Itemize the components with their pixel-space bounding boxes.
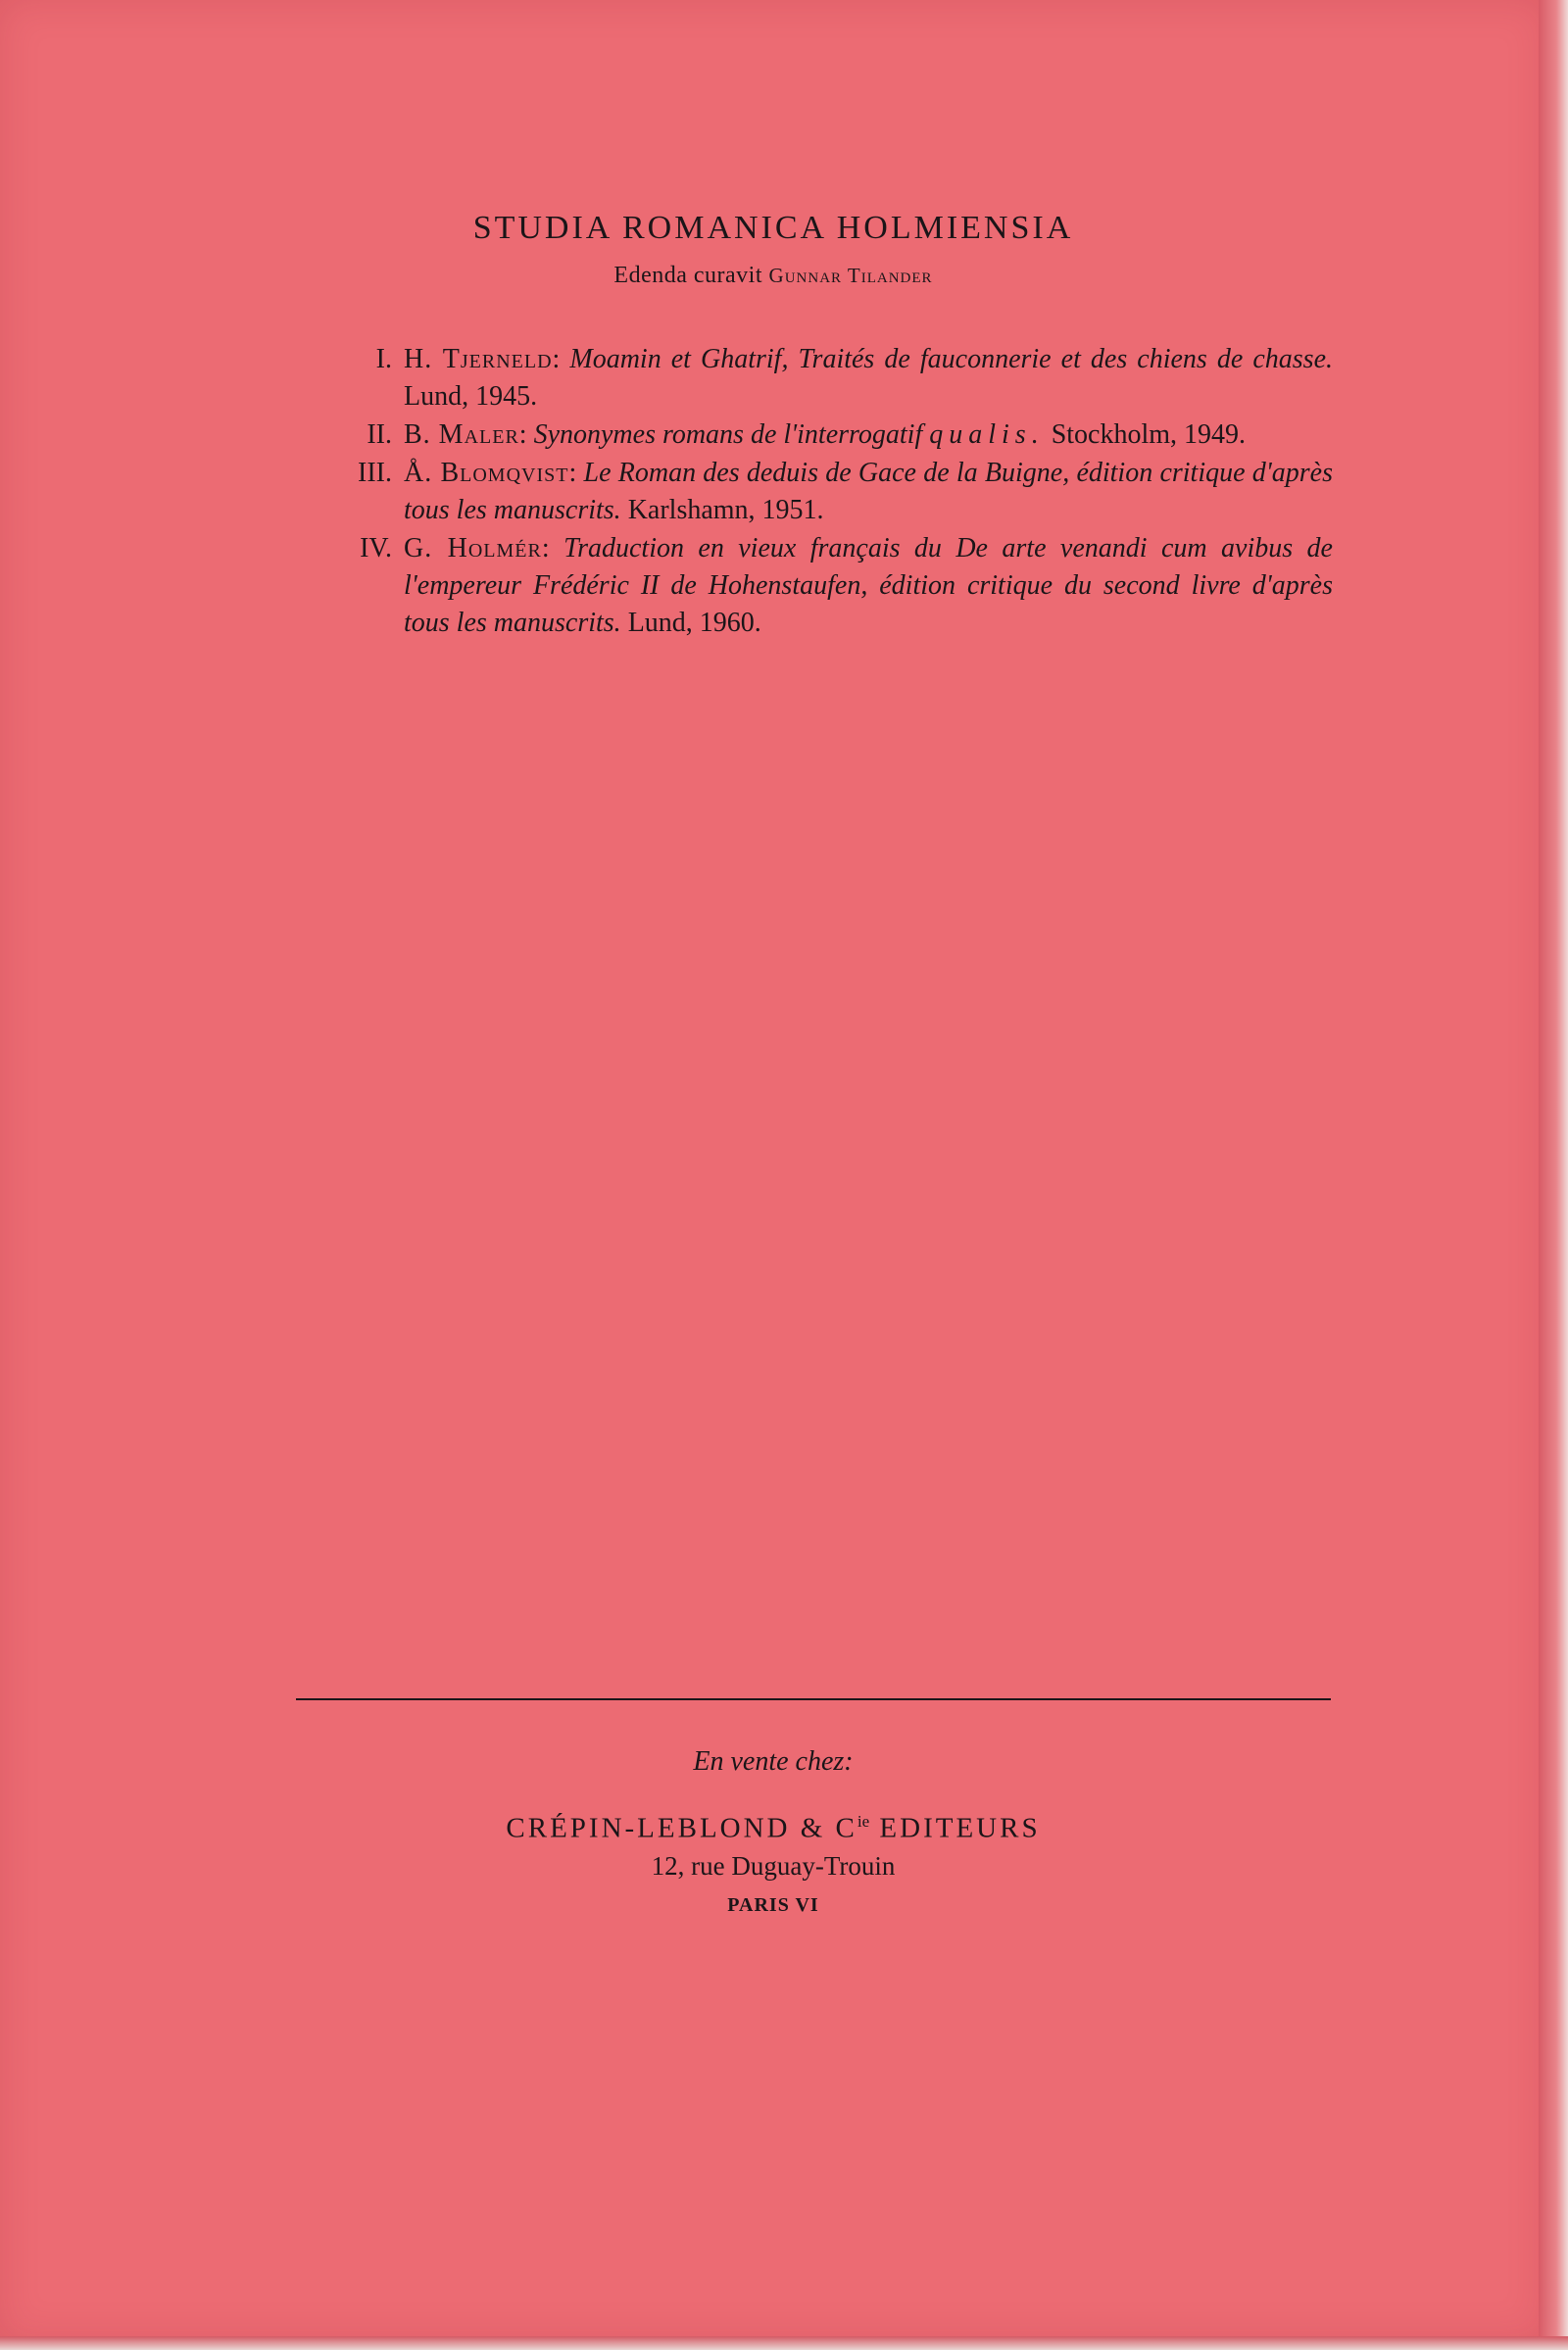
publisher-name-text: CRÉPIN-LEBLOND & C: [506, 1812, 858, 1844]
volume-author: G. Holmér: [404, 533, 542, 563]
volume-item: IV. G. Holmér: Traduction en vieux français du De arte venandi cum avibus de l'empereur Frédéric II de Hohenstaufen, édition critique du second livre d'après tous les manuscrits. Lund, 1960.: [333, 530, 1333, 642]
volume-item: II. B. Maler: Synonymes romans de l'interrogatif qualis. Stockholm, 1949.: [333, 416, 1333, 454]
volume-list: [333, 341, 1333, 643]
volume-title: Traduction en vieux français du De arte venandi cum avibus de l'empereur Frédéric II de Hohenstaufen, édition critique du second livre d'après tous les manuscrits.: [404, 533, 1333, 638]
volume-number: II.: [367, 419, 392, 450]
editor-prefix: Edenda curavit: [613, 263, 763, 288]
volume-number: I.: [375, 344, 392, 374]
volume-title: Moamin et Ghatrif, Traités de fauconnerie et des chiens de chasse.: [569, 344, 1333, 374]
volume-author: H. Tjerneld: [404, 344, 553, 374]
page-edge-bottom: [0, 2336, 1568, 2350]
volume-imprint: Karlshamn, 1951.: [627, 495, 824, 525]
volume-number: IV.: [360, 533, 392, 563]
sales-label: En vente chez:: [693, 1746, 854, 1777]
volume-author: Å. Blomqvist: [404, 458, 569, 488]
publisher-name-superscript: ie: [857, 1812, 870, 1831]
page-edge-right: [1539, 0, 1568, 2350]
series-title: STUDIA ROMANICA HOLMIENSIA: [472, 210, 1074, 246]
series-editor-line: [0, 263, 1546, 289]
volume-imprint: Lund, 1945.: [404, 381, 538, 412]
editor-name: Gunnar Tilander: [768, 264, 933, 287]
volume-author: B. Maler: [404, 419, 519, 450]
volume-number: III.: [358, 458, 392, 488]
volume-imprint: Stockholm, 1949.: [1051, 419, 1247, 450]
volume-item: III. Å. Blomqvist: Le Roman des deduis de Gace de la Buigne, édition critique d'après tous les manuscrits. Karlshamn, 1951.: [333, 455, 1333, 529]
publisher-name: [0, 1812, 1546, 1845]
volume-title: Synonymes romans de l'interrogatif: [533, 419, 923, 450]
volume-title-spaced-word: qualis.: [929, 419, 1045, 450]
publisher-suffix: EDITEURS: [879, 1812, 1041, 1844]
publisher-city: PARIS VI: [727, 1894, 819, 1916]
volume-item: I. H. Tjerneld: Moamin et Ghatrif, Traités de fauconnerie et des chiens de chasse. Lund, 1945.: [333, 341, 1333, 416]
publisher-address: 12, rue Duguay-Trouin: [651, 1851, 896, 1881]
horizontal-divider: [296, 1698, 1331, 1700]
volume-title: Le Roman des deduis de Gace de la Buigne, édition critique d'après tous les manuscrits.: [404, 458, 1333, 525]
volume-imprint: Lund, 1960.: [627, 608, 761, 638]
